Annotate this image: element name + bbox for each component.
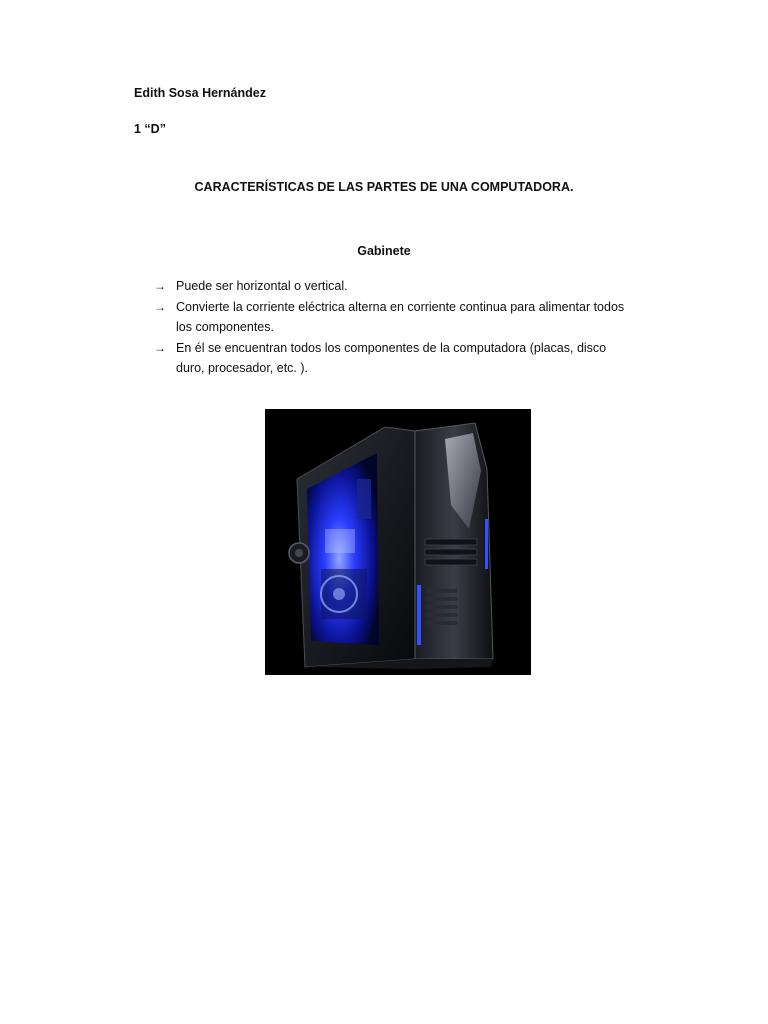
bullet-list <box>154 276 634 379</box>
bullet-text: Convierte la corriente eléctrica alterna en corriente continua para alimentar todos los componentes. <box>176 299 625 334</box>
bullet-text: En él se encuentran todos los componentes de la computadora (placas, disco duro, procesador, etc. ). <box>176 340 607 375</box>
arrow-right-icon: → <box>154 279 166 293</box>
bullet-item <box>154 297 634 338</box>
bullet-item <box>154 338 634 379</box>
author-name: Edith Sosa Hernández <box>134 86 266 100</box>
document-title: CARACTERÍSTICAS DE LAS PARTES DE UNA COMPUTADORA. <box>194 180 574 194</box>
group-label: 1 “D” <box>134 122 166 136</box>
arrow-right-icon: → <box>154 340 166 355</box>
section-title: Gabinete <box>357 244 411 258</box>
computer-case-image <box>265 409 531 675</box>
arrow-right-icon: → <box>154 299 166 314</box>
bullet-text: Puede ser horizontal o vertical. <box>176 279 348 293</box>
computer-case-illustration <box>265 409 531 675</box>
bullet-item <box>154 276 634 297</box>
